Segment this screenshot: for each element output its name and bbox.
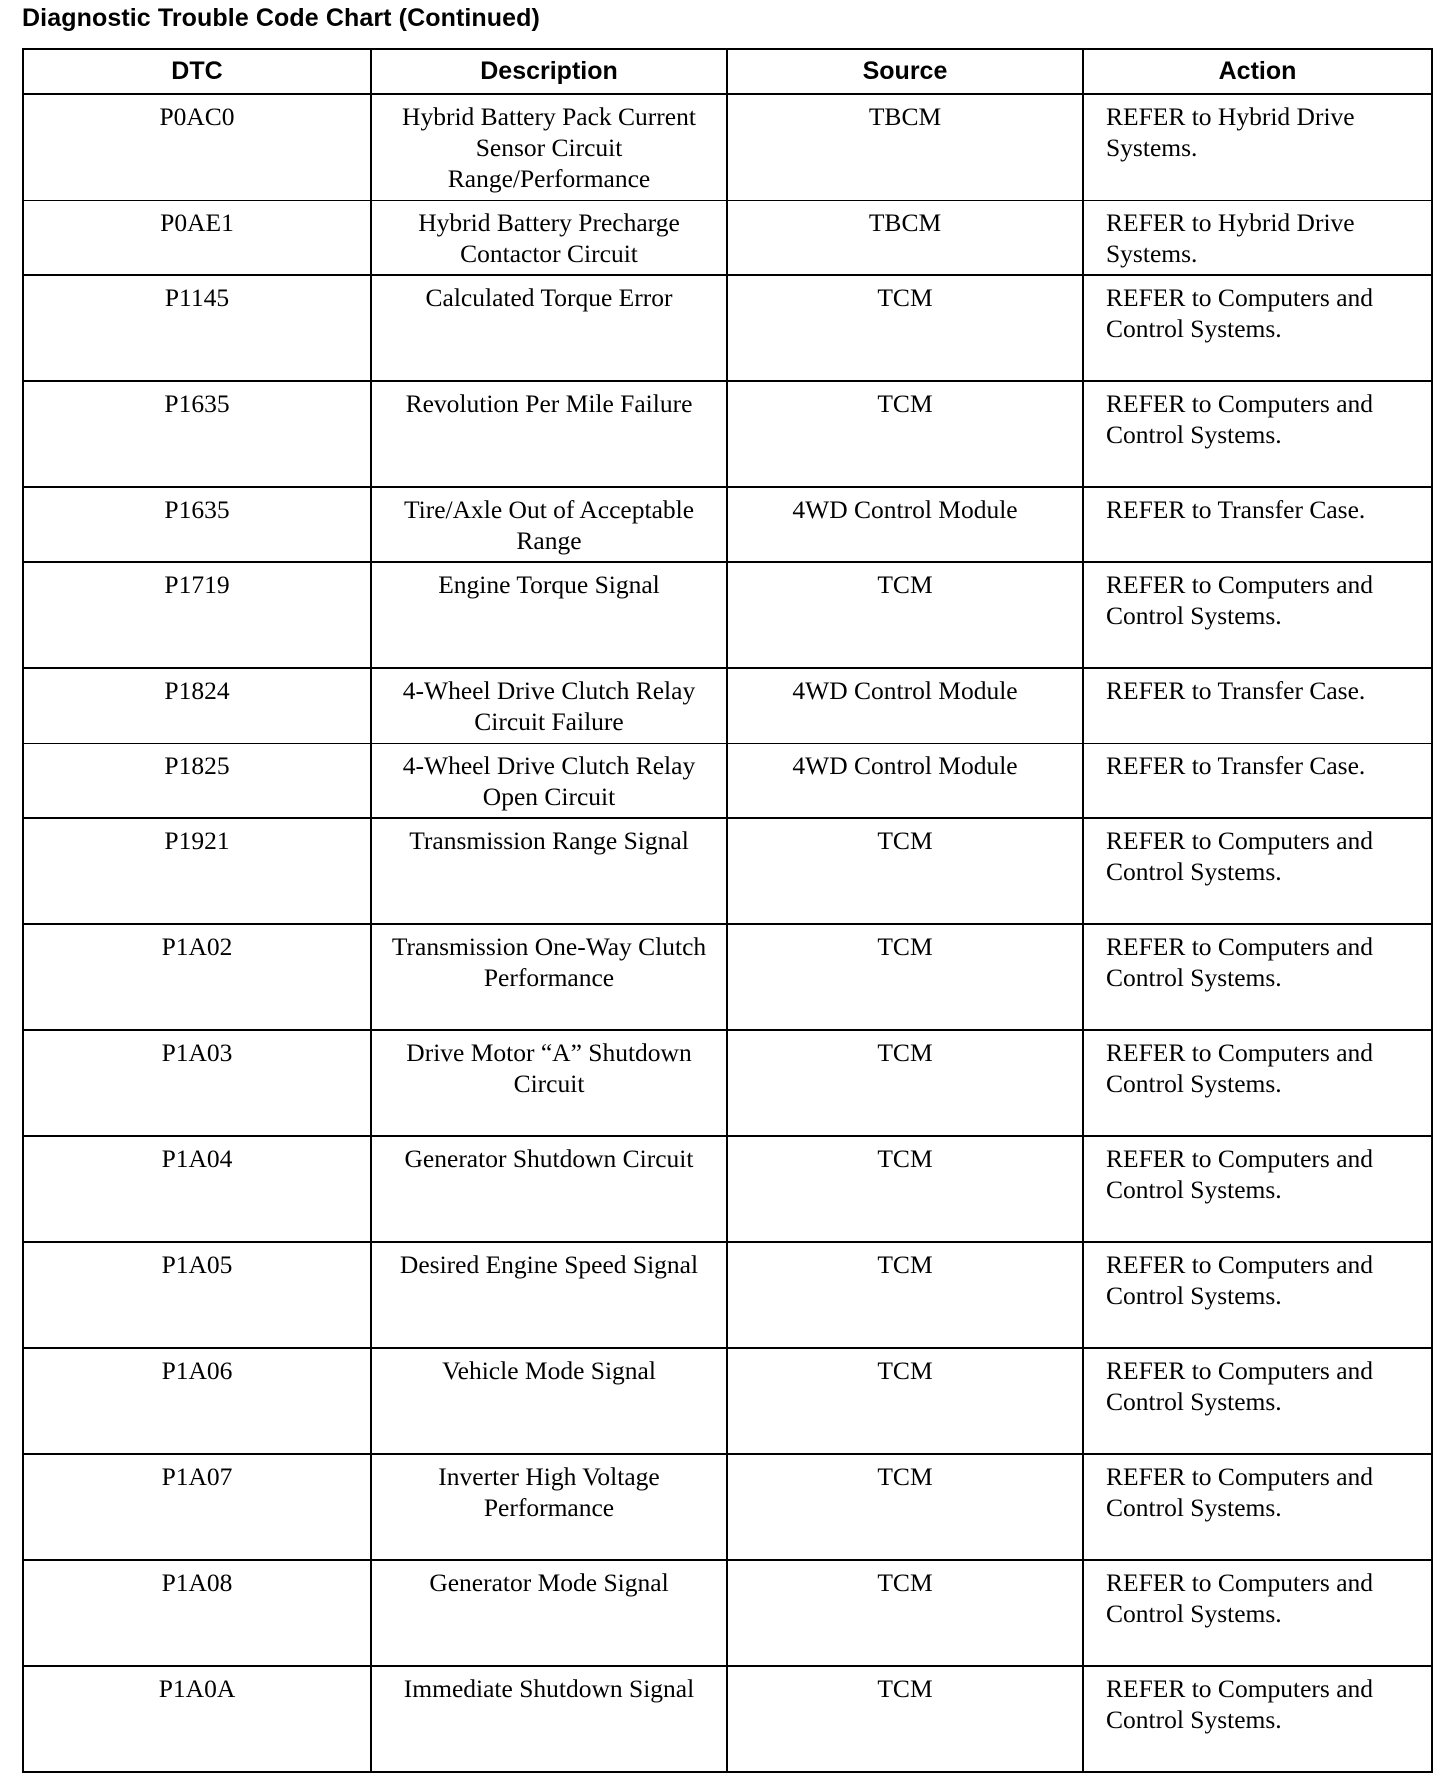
cell-dtc: P0AE1 [23,200,371,275]
cell-source: TCM [727,1666,1083,1772]
cell-dtc: P1A08 [23,1560,371,1666]
table-row [23,487,1432,562]
cell-dtc: P1719 [23,562,371,668]
cell-action: REFER to Transfer Case. [1083,487,1432,562]
table-row [23,94,1432,200]
table-row [23,1666,1432,1772]
page-title: Diagnostic Trouble Code Chart (Continued) [22,4,540,32]
cell-source: 4WD Control Module [727,743,1083,818]
cell-action: REFER to Computers and Control Systems. [1083,924,1432,1030]
cell-description: Transmission One-Way Clutch Performance [371,924,727,1030]
cell-source: 4WD Control Module [727,668,1083,743]
cell-dtc: P0AC0 [23,94,371,200]
cell-action: REFER to Hybrid Drive Systems. [1083,200,1432,275]
cell-dtc: P1A02 [23,924,371,1030]
cell-description: Generator Shutdown Circuit [371,1136,727,1242]
cell-source: TCM [727,1454,1083,1560]
cell-description: 4-Wheel Drive Clutch Relay Circuit Failure [371,668,727,743]
cell-source: TCM [727,1136,1083,1242]
cell-dtc: P1A05 [23,1242,371,1348]
table-row [23,1560,1432,1666]
header-source: Source [727,49,1083,94]
cell-action: REFER to Computers and Control Systems. [1083,1560,1432,1666]
cell-dtc: P1824 [23,668,371,743]
cell-description: Hybrid Battery Precharge Contactor Circuit [371,200,727,275]
cell-source: TBCM [727,200,1083,275]
cell-description: Transmission Range Signal [371,818,727,924]
table-row [23,200,1432,275]
table-row [23,381,1432,487]
cell-source: TCM [727,275,1083,381]
cell-source: TCM [727,381,1083,487]
cell-action: REFER to Computers and Control Systems. [1083,818,1432,924]
table-row [23,562,1432,668]
table-row [23,1030,1432,1136]
table-row [23,1348,1432,1454]
cell-description: Inverter High Voltage Performance [371,1454,727,1560]
cell-dtc: P1921 [23,818,371,924]
cell-action: REFER to Computers and Control Systems. [1083,1030,1432,1136]
cell-source: TCM [727,818,1083,924]
table-row [23,924,1432,1030]
cell-dtc: P1145 [23,275,371,381]
cell-source: TCM [727,562,1083,668]
table-header-row [23,49,1432,94]
cell-action: REFER to Computers and Control Systems. [1083,1666,1432,1772]
cell-action: REFER to Hybrid Drive Systems. [1083,94,1432,200]
cell-action: REFER to Computers and Control Systems. [1083,1454,1432,1560]
cell-source: TCM [727,1348,1083,1454]
cell-description: 4-Wheel Drive Clutch Relay Open Circuit [371,743,727,818]
cell-source: TCM [727,924,1083,1030]
cell-description: Calculated Torque Error [371,275,727,381]
cell-action: REFER to Transfer Case. [1083,668,1432,743]
header-description: Description [371,49,727,94]
cell-source: 4WD Control Module [727,487,1083,562]
cell-dtc: P1A03 [23,1030,371,1136]
cell-description: Vehicle Mode Signal [371,1348,727,1454]
cell-description: Revolution Per Mile Failure [371,381,727,487]
cell-action: REFER to Computers and Control Systems. [1083,381,1432,487]
cell-action: REFER to Computers and Control Systems. [1083,562,1432,668]
cell-source: TCM [727,1242,1083,1348]
table-row [23,1136,1432,1242]
cell-action: REFER to Computers and Control Systems. [1083,1136,1432,1242]
cell-description: Desired Engine Speed Signal [371,1242,727,1348]
header-dtc: DTC [23,49,371,94]
cell-description: Engine Torque Signal [371,562,727,668]
cell-description: Generator Mode Signal [371,1560,727,1666]
cell-dtc: P1825 [23,743,371,818]
cell-action: REFER to Computers and Control Systems. [1083,275,1432,381]
dtc-table [22,48,1433,1773]
table-row [23,743,1432,818]
cell-dtc: P1A04 [23,1136,371,1242]
cell-source: TCM [727,1560,1083,1666]
cell-description: Immediate Shutdown Signal [371,1666,727,1772]
table-row [23,668,1432,743]
header-action: Action [1083,49,1432,94]
cell-source: TCM [727,1030,1083,1136]
cell-dtc: P1635 [23,381,371,487]
cell-source: TBCM [727,94,1083,200]
table-row [23,275,1432,381]
cell-action: REFER to Transfer Case. [1083,743,1432,818]
cell-description: Tire/Axle Out of Acceptable Range [371,487,727,562]
cell-description: Drive Motor “A” Shutdown Circuit [371,1030,727,1136]
cell-action: REFER to Computers and Control Systems. [1083,1242,1432,1348]
cell-dtc: P1A07 [23,1454,371,1560]
table-row [23,1454,1432,1560]
table-row [23,1242,1432,1348]
cell-dtc: P1A0A [23,1666,371,1772]
cell-action: REFER to Computers and Control Systems. [1083,1348,1432,1454]
cell-dtc: P1635 [23,487,371,562]
table-row [23,818,1432,924]
cell-dtc: P1A06 [23,1348,371,1454]
cell-description: Hybrid Battery Pack Current Sensor Circuit Range/Performance [371,94,727,200]
